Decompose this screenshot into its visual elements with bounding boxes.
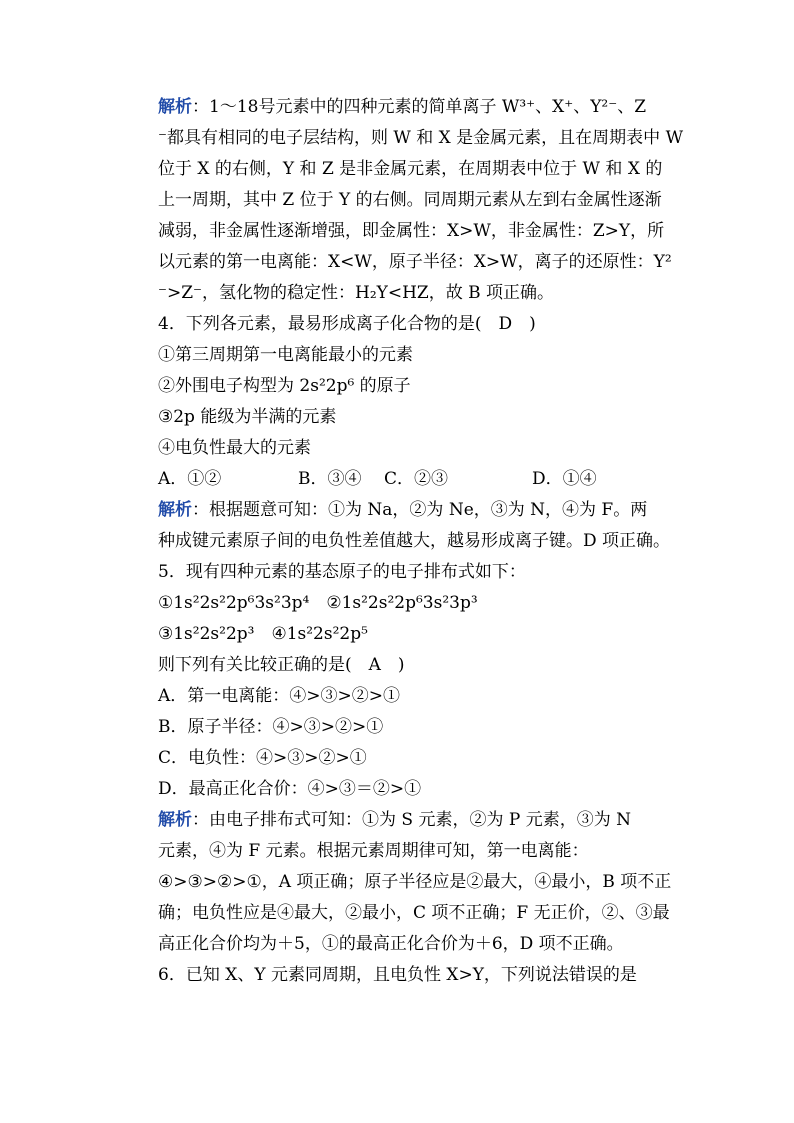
document-page — [158, 92, 684, 991]
option-c: C．②③ — [384, 469, 449, 489]
analysis-label: 解析 — [158, 500, 192, 520]
question-item: ③2p 能级为半满的元素 — [158, 407, 337, 427]
option-b: B．原子半径：④>③>②>① — [158, 717, 384, 737]
option-d: D．最高正化合价：④>③＝②>① — [158, 779, 422, 799]
analysis-block-2 — [158, 495, 678, 557]
question-5 — [158, 557, 678, 805]
option-c: C．电负性：④>③>②>① — [158, 748, 367, 768]
analysis-line: 解析：根据题意可知：①为 Na，②为 Ne，③为 N，④为 F。两 — [158, 500, 648, 520]
analysis-line: 以元素的第一电离能：X<W，原子半径：X>W，离子的还原性：Y² — [158, 252, 672, 272]
question-text: 则下列有关比较正确的是( A ) — [158, 655, 405, 675]
option-d: D．①④ — [532, 469, 597, 489]
question-4 — [158, 309, 678, 495]
analysis-line: 高正化合价均为＋5，①的最高正化合价为＋6，D 项不正确。 — [158, 934, 624, 954]
analysis-line: 种成键元素原子间的电负性差值越大，越易形成离子键。D 项正确。 — [158, 531, 671, 551]
analysis-line: 解析：由电子排布式可知：①为 S 元素，②为 P 元素，③为 N — [158, 810, 631, 830]
analysis-line: 解析：1～18号元素中的四种元素的简单离子 W³⁺、X⁺、Y²⁻、Z — [158, 97, 647, 117]
question-stem: 5．现有四种元素的基态原子的电子排布式如下： — [158, 562, 526, 582]
answer-options — [158, 464, 678, 495]
analysis-line: 元素，④为 F 元素。根据元素周期律可知，第一电离能： — [158, 841, 589, 861]
analysis-line: 减弱，非金属性逐渐增强，即金属性：X>W，非金属性：Z>Y，所 — [158, 221, 665, 241]
electron-config: ③1s²2s²2p³ ④1s²2s²2p⁵ — [158, 624, 368, 644]
analysis-line: 上一周期，其中 Z 位于 Y 的右侧。同周期元素从左到右金属性逐渐 — [158, 190, 662, 210]
electron-config: ①1s²2s²2p⁶3s²3p⁴ ②1s²2s²2p⁶3s²3p³ — [158, 593, 478, 613]
question-item: ①第三周期第一电离能最小的元素 — [158, 345, 413, 365]
analysis-label: 解析 — [158, 810, 192, 830]
analysis-line: ④>③>②>①，A 项正确；原子半径应是②最大，④最小，B 项不正 — [158, 872, 672, 892]
analysis-line: ⁻>Z⁻，氢化物的稳定性：H₂Y<HZ，故 B 项正确。 — [158, 283, 555, 303]
analysis-label: 解析 — [158, 97, 192, 117]
analysis-block-1 — [158, 92, 684, 309]
question-stem: 4．下列各元素，最易形成离子化合物的是( D ) — [158, 314, 536, 334]
analysis-line: 位于 X 的右侧，Y 和 Z 是非金属元素，在周期表中位于 W 和 X 的 — [158, 159, 663, 179]
analysis-block-3 — [158, 805, 678, 960]
question-stem: 6．已知 X、Y 元素同周期，且电负性 X>Y，下列说法错误的是 — [158, 965, 637, 985]
analysis-line: 确；电负性应是④最大，②最小，C 项不正确；F 无正价，②、③最 — [158, 903, 670, 923]
question-item: ②外围电子构型为 2s²2p⁶ 的原子 — [158, 376, 411, 396]
option-a: A．①② — [158, 469, 222, 489]
option-b: B．③④ — [298, 469, 362, 489]
option-a: A．第一电离能：④>③>②>① — [158, 686, 401, 706]
analysis-line: ⁻都具有相同的电子层结构，则 W 和 X 是金属元素，且在周期表中 W — [158, 128, 684, 148]
question-item: ④电负性最大的元素 — [158, 438, 311, 458]
question-6 — [158, 960, 678, 991]
